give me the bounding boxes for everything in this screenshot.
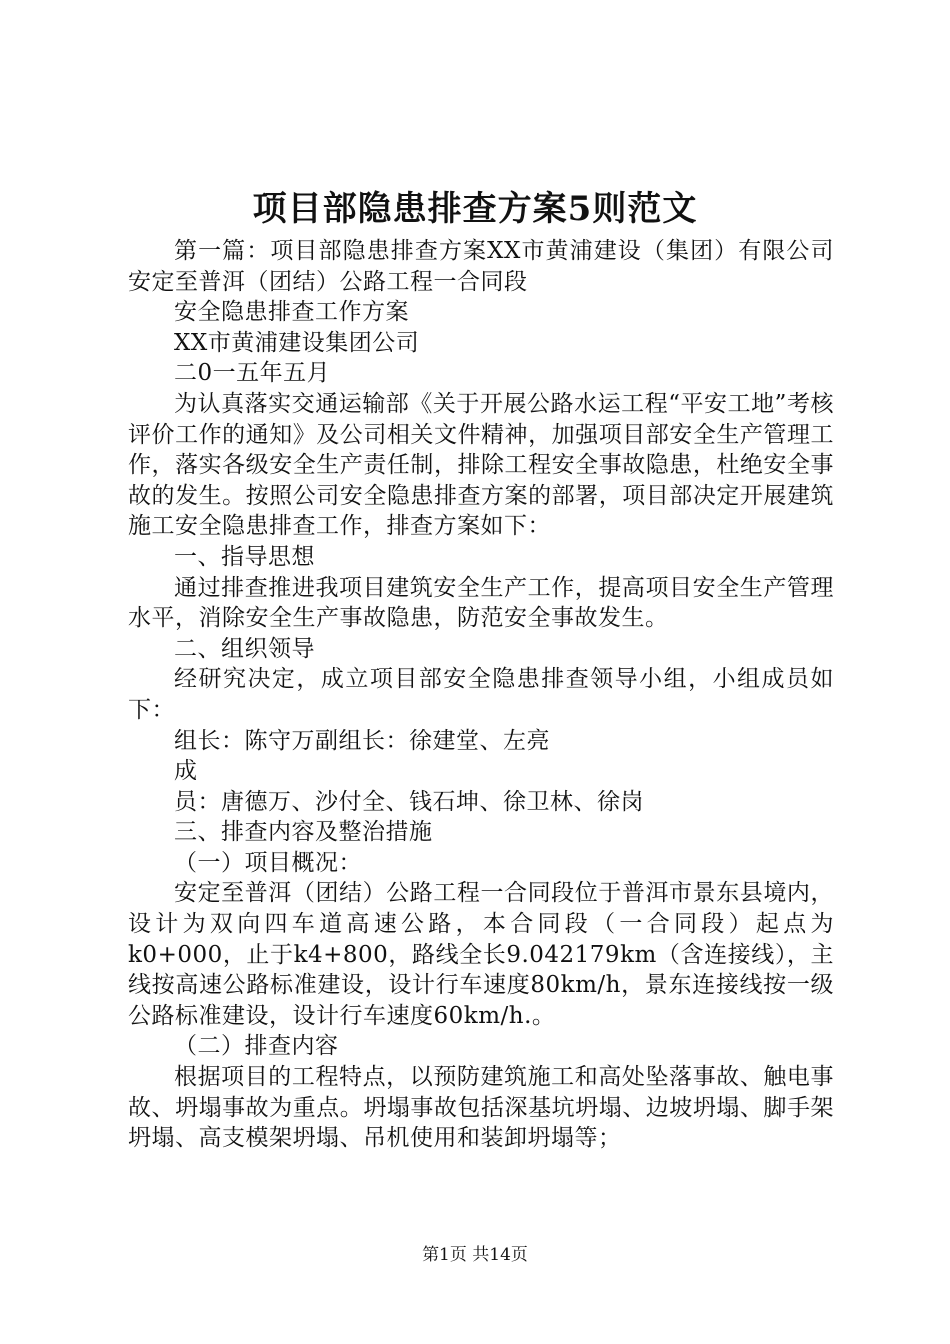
section-heading: 一、指导思想 (174, 543, 315, 570)
paragraph: 根据项目的工程特点，以预防建筑施工和高处坠落事故、触电事故、坍塌事故为重点。坍塌事故包括深基坑坍塌、边坡坍塌、脚手架坍塌、高支模架坍塌、吊机使用和装卸坍塌等； (128, 1064, 834, 1152)
document-title: 项目部隐患排查方案5则范文 (252, 189, 698, 229)
paragraph: 成 (174, 758, 198, 785)
paragraph: 第一篇：项目部隐患排查方案XX市黄浦建设（集团）有限公司安定至普洱（团结）公路工程一合同段 (128, 238, 834, 295)
paragraph: 组长：陈守万副组长：徐建堂、左亮 (174, 727, 550, 754)
paragraph: 安全隐患排查工作方案 (174, 299, 409, 326)
paragraph: 二0一五年五月 (174, 360, 331, 387)
section-heading: 三、排查内容及整治措施 (174, 819, 433, 846)
section-heading: 二、组织领导 (174, 635, 315, 662)
subsection-heading: （一）项目概况： (174, 849, 362, 876)
page-number: 第1页 共14页 (422, 1245, 528, 1265)
subsection-heading: （二）排查内容 (174, 1033, 339, 1060)
paragraph: 经研究决定，成立项目部安全隐患排查领导小组，小组成员如下： (128, 666, 834, 723)
document-body (128, 236, 834, 1154)
paragraph: 安定至普洱（团结）公路工程一合同段位于普洱市景东县境内，设计为双向四车道高速公路，本合同段（一合同段）起点为k0+000，止于k4+800，路线全长9.042179km（含连接线），主线按高速公路标准建设，设计行车速度80km/h，景东连接线按一级公路标准建设，设计行车速度60km/h.。 (128, 880, 834, 1029)
paragraph: 通过排查推进我项目建筑安全生产工作，提高项目安全生产管理水平，消除安全生产事故隐患，防范安全事故发生。 (128, 574, 834, 632)
paragraph: 为认真落实交通运输部《关于开展公路水运工程“平安工地”考核评价工作的通知》及公司相关文件精神，加强项目部安全生产管理工作，落实各级安全生产责任制，排除工程安全事故隐患，杜绝安全事故的发生。按照公司安全隐患排查方案的部署，项目部决定开展建筑施工安全隐患排查工作，排查方案如下： (128, 390, 834, 540)
paragraph: 员：唐德万、沙付全、钱石坤、徐卫林、徐岗 (174, 788, 644, 815)
paragraph: XX市黄浦建设集团公司 (174, 329, 420, 356)
